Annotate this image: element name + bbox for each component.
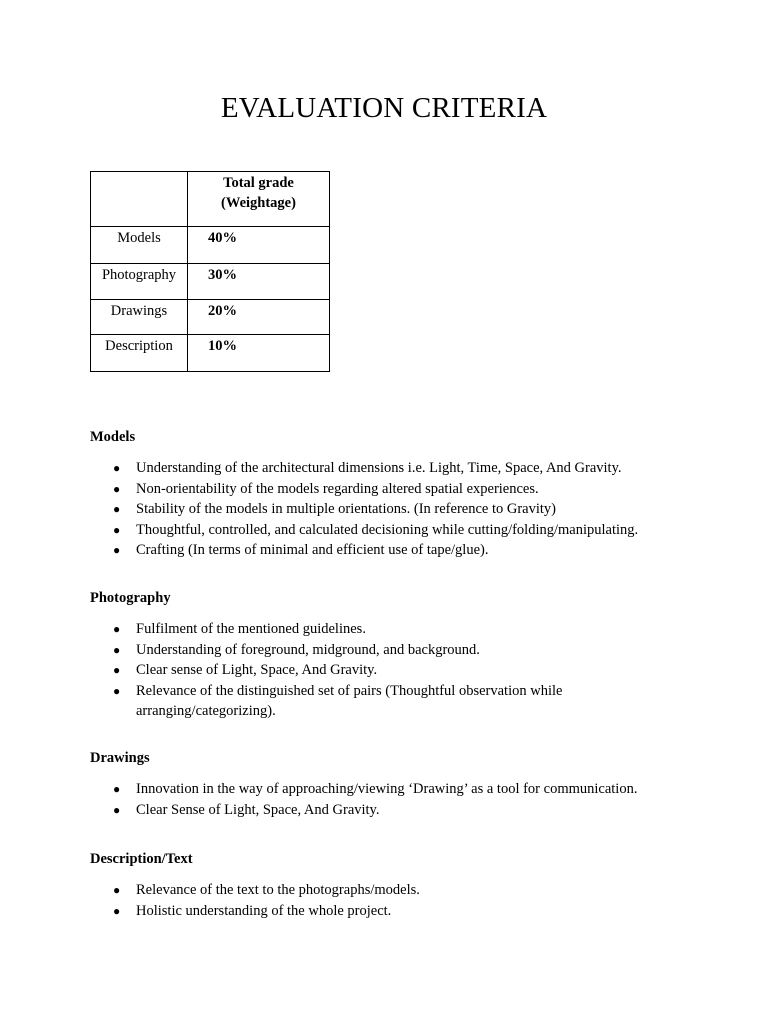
bullet-icon: ● (113, 622, 121, 636)
list-item: ● Non-orientability of the models regarding altered spatial experiences. (90, 479, 710, 500)
table-header-line-2: (Weightage) (221, 195, 296, 211)
list-item: ● Understanding of foreground, midground, and background. (90, 640, 710, 661)
table-cell-weightage: 40% (188, 227, 330, 264)
table-header-row (91, 172, 330, 227)
bullet-icon: ● (113, 522, 121, 537)
table-row (91, 264, 330, 300)
list-item: ● Relevance of the text to the photographs/models. (90, 880, 710, 901)
bullet-list (90, 880, 710, 921)
table-cell-criterion: Description (91, 335, 188, 372)
section-heading: Models (90, 429, 136, 445)
bullet-icon: ● (113, 883, 121, 897)
section-photography (90, 589, 710, 722)
table-cell-weightage: 30% (188, 264, 330, 300)
list-item: ● Innovation in the way of approaching/viewing ‘Drawing’ as a tool for communication. (90, 779, 710, 800)
table-row (91, 335, 330, 372)
bullet-list (90, 779, 710, 820)
table-header-cell (188, 172, 330, 227)
table-header-line-1: Total grade (223, 175, 294, 191)
section-heading: Photography (90, 590, 171, 606)
list-item: ● Relevance of the distinguished set of pairs (Thoughtful observation while arranging/categorizing). (113, 682, 563, 719)
bullet-icon: ● (113, 903, 121, 918)
table-cell-weightage: 20% (188, 300, 330, 335)
bullet-icon: ● (113, 543, 121, 557)
bullet-icon: ● (113, 663, 121, 677)
bullet-list (90, 458, 710, 561)
list-item: ● Clear sense of Light, Space, And Gravity. (90, 660, 710, 681)
list-item: ● Stability of the models in multiple orientations. (In reference to Gravity) (90, 499, 710, 520)
section-heading: Description/Text (90, 851, 193, 867)
bullet-icon: ● (113, 782, 121, 796)
list-item: ● Holistic understanding of the whole project. (90, 901, 710, 922)
bullet-list (90, 619, 710, 722)
list-item: ● Crafting (In terms of minimal and efficient use of tape/glue). (90, 540, 710, 561)
bullet-icon: ● (113, 683, 121, 698)
bullet-icon: ● (113, 642, 121, 657)
grade-weightage-table (90, 171, 330, 372)
bullet-icon: ● (113, 481, 121, 496)
table-header-empty-cell (91, 172, 188, 227)
section-drawings (90, 749, 710, 820)
bullet-icon: ● (113, 461, 121, 475)
table-cell-criterion: Photography (91, 264, 188, 300)
table-cell-weightage: 10% (188, 335, 330, 372)
list-item: ● Clear Sense of Light, Space, And Gravity. (90, 800, 710, 821)
table-cell-criterion: Drawings (91, 300, 188, 335)
table-row (91, 227, 330, 264)
bullet-icon: ● (113, 802, 121, 817)
list-item: ● Fulfilment of the mentioned guidelines. (90, 619, 710, 640)
section-models (90, 428, 710, 561)
list-item: ● Thoughtful, controlled, and calculated decisioning while cutting/folding/manipulating. (90, 520, 710, 541)
table-cell-criterion: Models (91, 227, 188, 264)
table-row (91, 300, 330, 335)
list-item: ● Understanding of the architectural dimensions i.e. Light, Time, Space, And Gravity. (90, 458, 710, 479)
bullet-icon: ● (113, 502, 121, 516)
page-title: EVALUATION CRITERIA (220, 92, 548, 124)
section-description-text (90, 850, 710, 921)
section-heading: Drawings (90, 750, 150, 766)
